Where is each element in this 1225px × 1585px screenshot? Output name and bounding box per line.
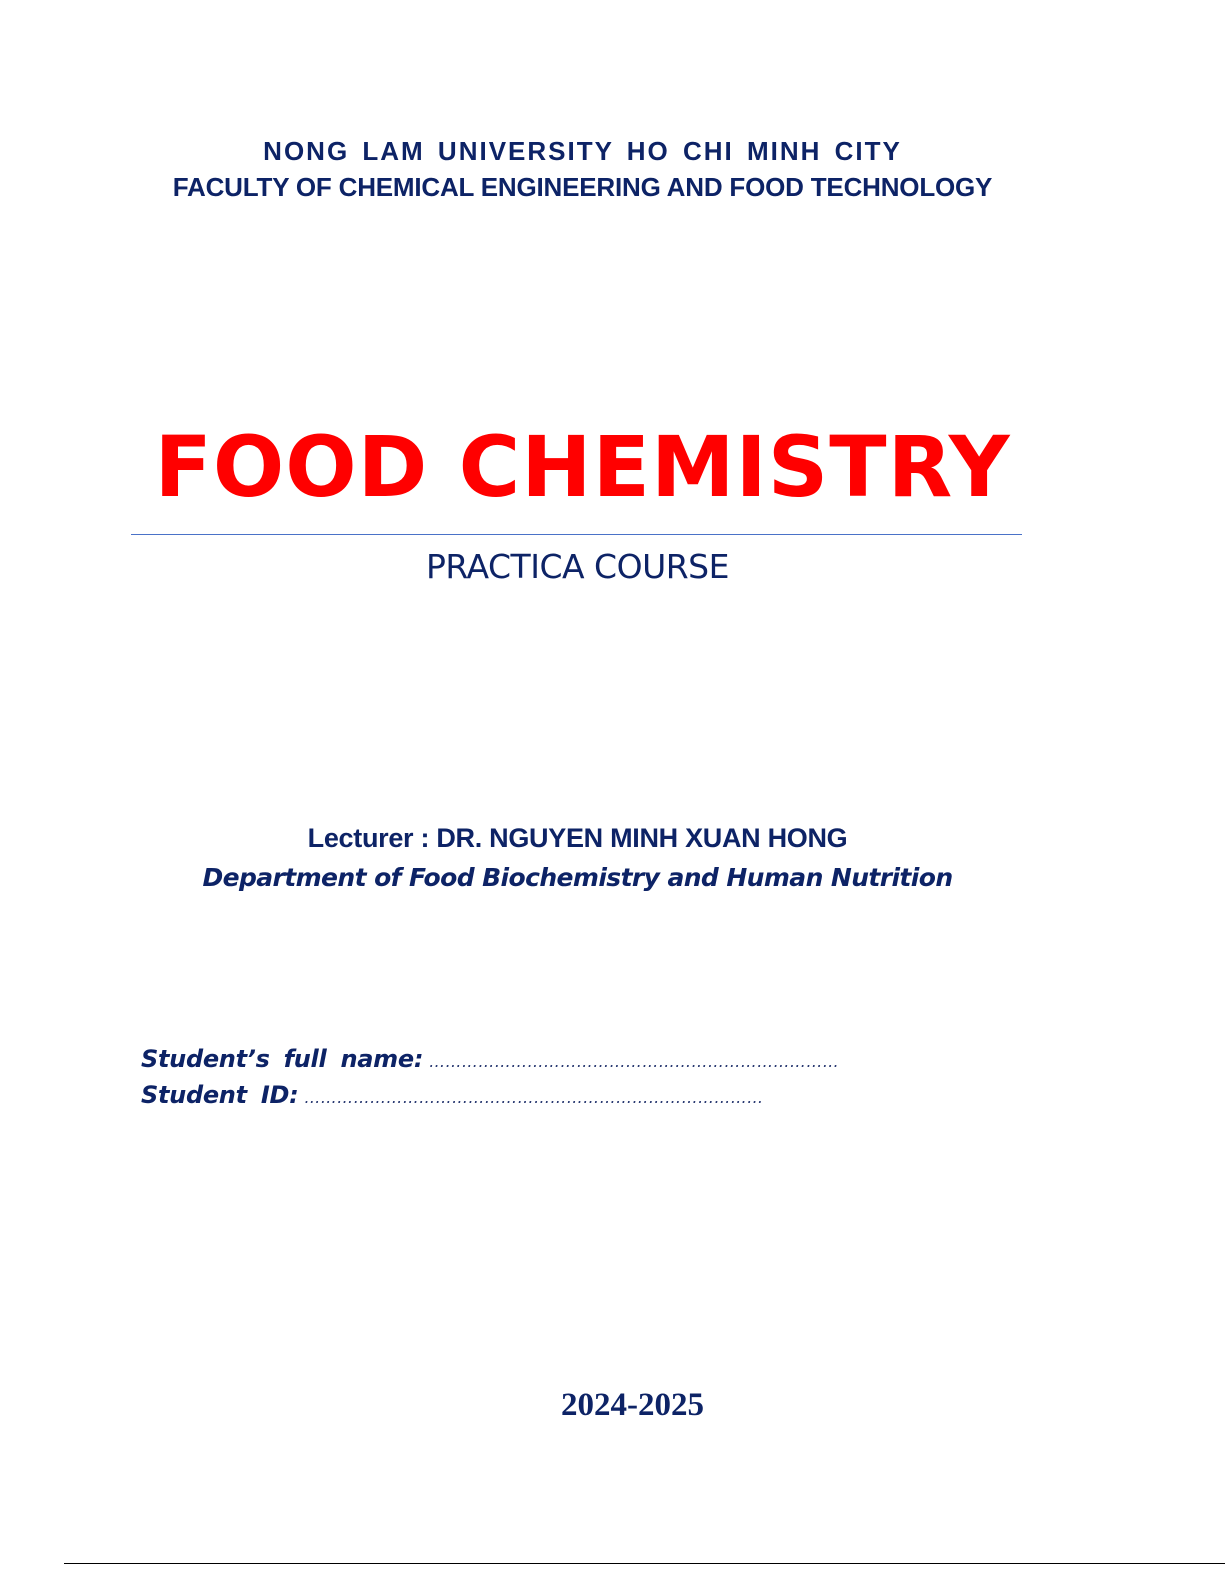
- student-id-blank: …………………………………………………………………………: [304, 1088, 764, 1107]
- student-id-field: [141, 1081, 764, 1109]
- university-name: NONG LAM UNIVERSITY HO CHI MINH CITY: [263, 136, 902, 166]
- department-line: Department of Food Biochemistry and Human Nutrition: [202, 863, 953, 892]
- page-bottom-rule: [64, 1563, 1225, 1564]
- faculty-name: FACULTY OF CHEMICAL ENGINEERING AND FOOD TECHNOLOGY: [172, 172, 993, 202]
- academic-year: 2024-2025: [561, 1387, 704, 1423]
- student-name-field: [141, 1045, 839, 1073]
- student-id-label: Student ID:: [141, 1081, 299, 1109]
- document-subtitle: PRACTICA COURSE: [426, 547, 729, 586]
- student-name-label: Student’s full name:: [141, 1045, 424, 1073]
- title-divider: [131, 534, 1022, 535]
- student-name-blank: …………………………………………………………………: [429, 1052, 840, 1071]
- document-title: FOOD CHEMISTRY: [154, 418, 1011, 516]
- lecturer-line: Lecturer : DR. NGUYEN MINH XUAN HONG: [307, 823, 848, 853]
